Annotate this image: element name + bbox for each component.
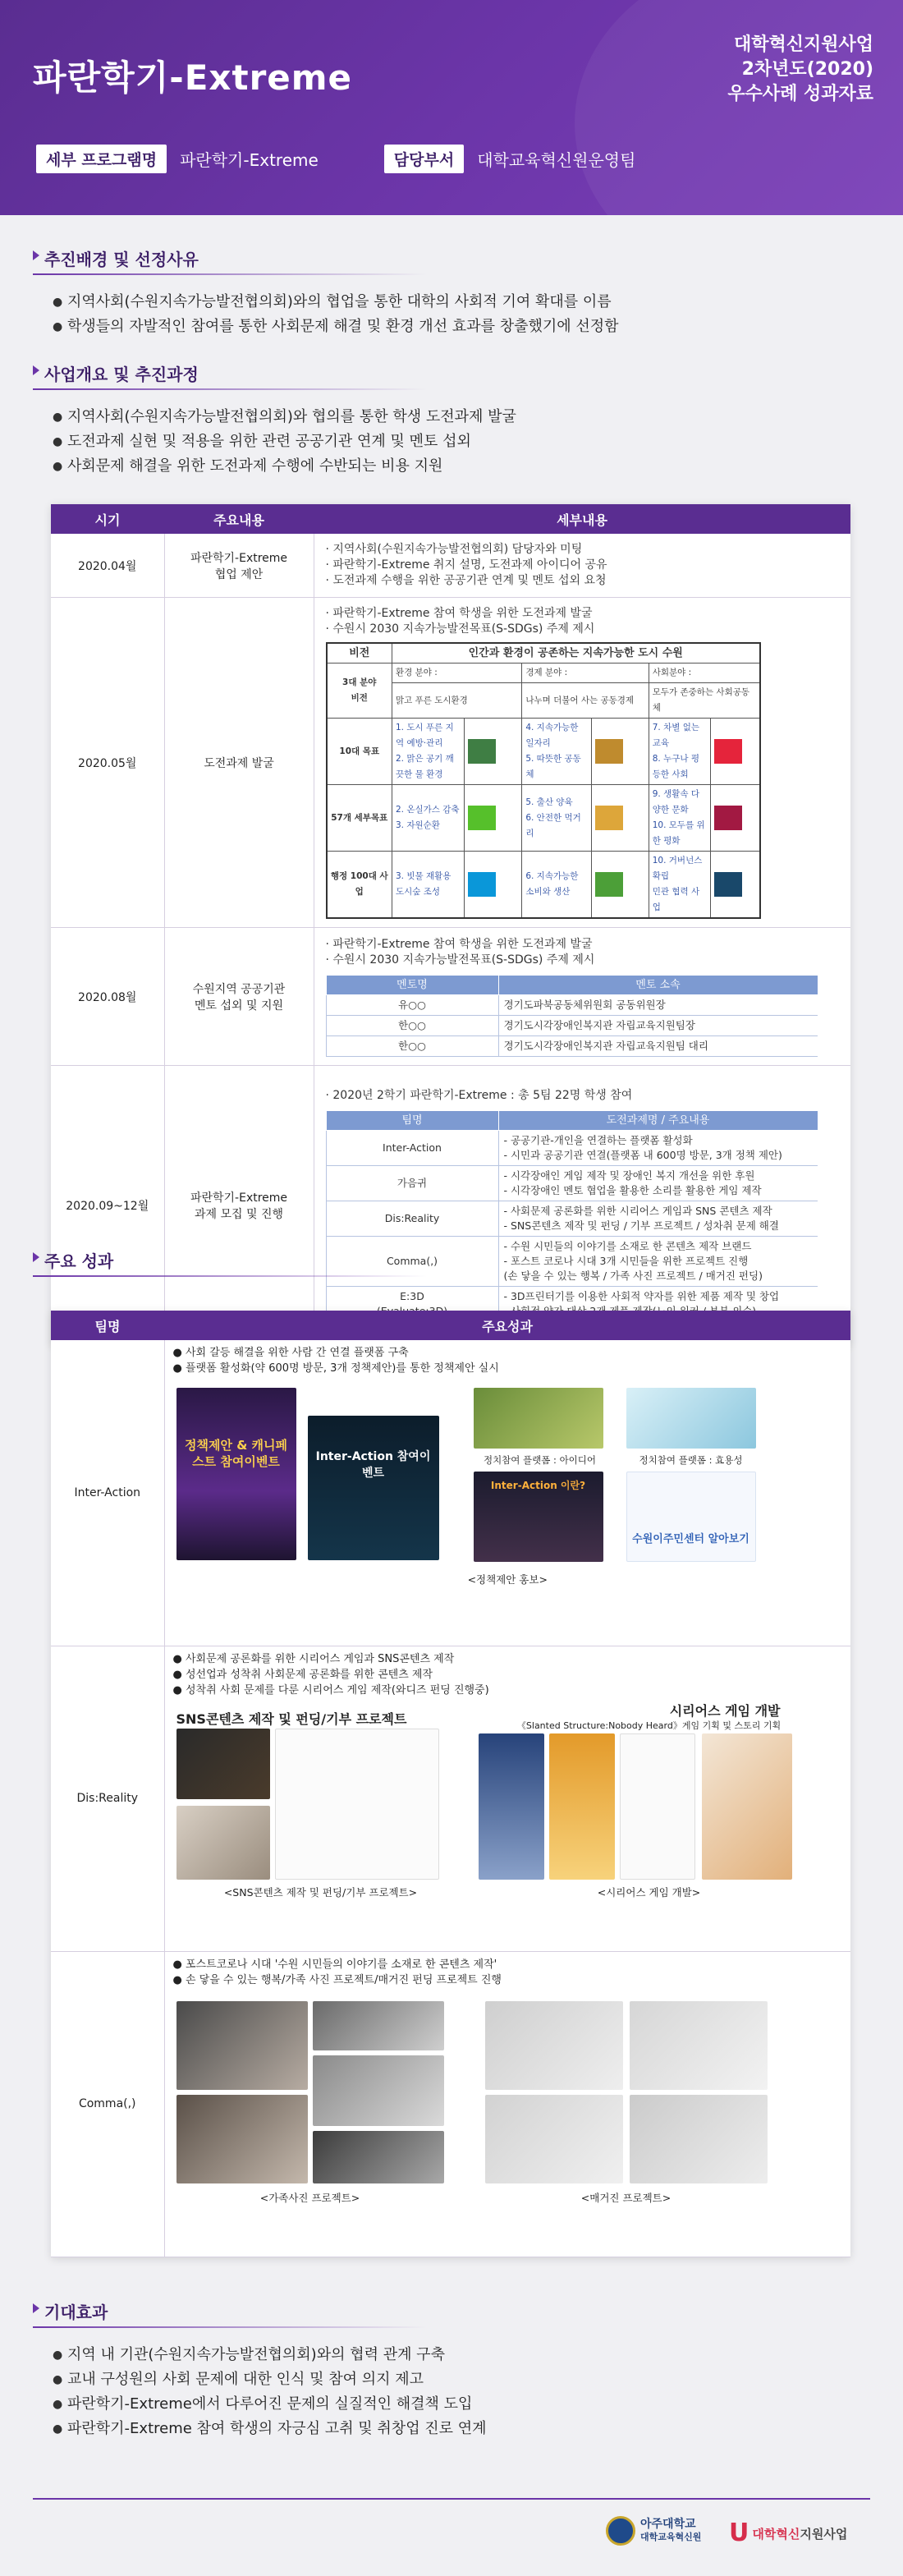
poster-text: 정책제안 & 캐니페스트 참여이벤트 xyxy=(185,1438,287,1469)
mentor-row xyxy=(326,1015,818,1035)
ajou-logo-text xyxy=(640,2518,701,2544)
detail-line: · 파란학기-Extreme 취지 설명, 도전과제 아이디어 공유 xyxy=(325,558,607,572)
sdg-icon xyxy=(468,739,496,764)
main-cell xyxy=(164,534,314,598)
team-name: Dis:Reality xyxy=(326,1201,498,1237)
section-title: 기대효과 xyxy=(33,2299,108,2323)
image-caption: 정치참여 플랫폼 : 효용성 xyxy=(639,1454,743,1466)
main-line: 멘토 섭외 및 지원 xyxy=(194,999,284,1012)
image-caption: <가족사진 프로젝트> xyxy=(259,2191,360,2204)
column-header: 팀명 xyxy=(51,1311,164,1340)
column-header: 팀명 xyxy=(326,1111,498,1131)
detail-line: · 수원시 2030 지속가능발전목표(S-SDGs) 주제 제시 xyxy=(325,622,595,636)
detail-cell xyxy=(314,928,850,1066)
section-effects xyxy=(33,2299,870,2441)
sdg-row-label: 10대 목표 xyxy=(327,719,392,785)
sdg-head-vision: 인간과 환경이 공존하는 지속가능한 도시 수원 xyxy=(392,643,760,664)
logo-line: 대학혁신 xyxy=(752,2526,800,2542)
family-photo-image xyxy=(313,2055,444,2126)
period-cell: 2020.09~12월 xyxy=(51,1066,164,1345)
sns-heading: SNS콘텐츠 제작 및 펀딩/기부 프로젝트 xyxy=(176,1710,407,1727)
sdg-goal xyxy=(392,719,465,785)
sdg-goal-text: 2. 맑은 공기 깨끗한 물 환경 xyxy=(396,754,454,779)
result-bullets xyxy=(165,1646,851,1698)
sdg-goal-text: 9. 생활속 다양한 문화 xyxy=(652,789,700,815)
result-bullet: ● 성선업과 성착취 사회문제 공론화를 위한 콘텐츠 제작 xyxy=(172,1668,433,1681)
sdg-goal-text: 도시숲 조성 xyxy=(396,887,441,897)
image-caption: <시리어스 게임 개발> xyxy=(597,1885,701,1899)
team-detail-line: - 시각장애인 멘토 협업을 활용한 소리를 활용한 게임 제작 xyxy=(503,1184,762,1196)
sdg-row-label xyxy=(327,664,392,719)
table-header-row xyxy=(51,1311,850,1340)
sdg-icons xyxy=(465,785,522,852)
detail-line: · 2020년 2학기 파란학기-Extreme : 총 5팀 22명 학생 참여 xyxy=(325,1089,633,1102)
sdg-icon xyxy=(595,739,623,764)
main-cell: 도전과제 발굴 xyxy=(164,598,314,928)
list-item: ● 파란학기-Extreme에서 다루어진 문제의 실질적인 해결책 도입 xyxy=(53,2392,870,2417)
result-bullets xyxy=(165,1952,851,1988)
mentor-table xyxy=(326,975,818,1057)
sdg-vision: 나누며 더불어 사는 공동경제 xyxy=(522,683,649,719)
mentor-row xyxy=(326,1035,818,1056)
team-name: Comma(,) xyxy=(326,1237,498,1287)
sdg-goal-text: 3. 자원순환 xyxy=(396,820,440,830)
detail-line: · 파란학기-Extreme 참여 학생을 위한 도전과제 발굴 xyxy=(325,937,593,951)
team-table xyxy=(326,1110,818,1322)
ajou-logo xyxy=(606,2516,701,2546)
page-title: 파란학기-Extreme xyxy=(33,57,353,98)
event-poster-image-2 xyxy=(308,1416,439,1560)
team-cell: Inter-Action xyxy=(51,1340,164,1646)
dept-label: 담당부서 xyxy=(384,145,464,173)
logo-line: 아주대학교 xyxy=(640,2518,696,2531)
sdg-icon xyxy=(714,739,742,764)
sdg-goal xyxy=(649,719,710,785)
header-line: 2차년도(2020) xyxy=(741,59,873,80)
main-cell xyxy=(164,928,314,1066)
result-bullet: ● 플랫폼 활성화(약 600명 방문, 3개 정책제안)를 통한 정책제안 실시 xyxy=(172,1362,499,1375)
sdg-goal xyxy=(392,785,465,852)
mentor-name: 유○○ xyxy=(326,994,498,1015)
main-line: 파란학기-Extreme xyxy=(190,551,288,565)
main-line: 파란학기-Extreme xyxy=(190,1191,288,1205)
results-table xyxy=(51,1311,850,2257)
sns-image xyxy=(176,1729,270,1799)
list-item: ● 파란학기-Extreme 참여 학생의 자긍심 고취 및 취창업 진로 연계 xyxy=(53,2417,870,2441)
detail-cell xyxy=(314,598,850,928)
table-row xyxy=(51,1951,850,2257)
event-poster-image xyxy=(176,1388,296,1560)
result-bullet: ● 사회 갈등 해결을 위한 사람 간 연결 플랫폼 구축 xyxy=(172,1347,409,1359)
game-character-image xyxy=(549,1733,615,1880)
sdg-icons xyxy=(711,785,760,852)
sdg-goal-text: 2. 온실가스 감축 xyxy=(396,805,460,815)
table-row xyxy=(51,1646,850,1951)
column-header: 멘토 소속 xyxy=(498,975,818,994)
magazine-image xyxy=(630,2001,768,2090)
sdg-icon xyxy=(714,872,742,897)
mentor-row xyxy=(326,994,818,1015)
poster-text: Inter-Action 이란? xyxy=(490,1480,586,1491)
list-item: ● 교내 구성원의 사회 문제에 대한 인식 및 참여 의지 제고 xyxy=(53,2367,870,2392)
sdg-goal-text: 민관 협력 사업 xyxy=(652,887,700,912)
process-table xyxy=(51,504,850,1345)
sdg-icons xyxy=(591,785,649,852)
sdg-icons xyxy=(591,719,649,785)
section-title: 주요 성과 xyxy=(33,1248,113,1272)
table-row xyxy=(51,1066,850,1345)
sns-image xyxy=(176,1806,270,1880)
family-photo-image xyxy=(176,2095,308,2183)
column-header: 멘토명 xyxy=(326,975,498,994)
team-row xyxy=(326,1166,818,1201)
sdg-goal xyxy=(649,785,710,852)
team-detail-line: - 시각장애인 게임 제작 및 장애인 복지 개선을 위한 후원 xyxy=(503,1169,755,1182)
sdg-row-label: 행정 100대 사업 xyxy=(327,852,392,919)
result-bullet: ● 손 닿을 수 있는 행복/가족 사진 프로젝트/매거진 펀딩 프로젝트 진행 xyxy=(172,1973,502,1986)
team-detail-line: - 공공기관-개인을 연결하는 플랫폼 활성화 xyxy=(503,1134,693,1146)
sdg-goal xyxy=(392,852,465,919)
content-area xyxy=(0,215,903,2576)
period-cell: 2020.05월 xyxy=(51,598,164,928)
family-photo-image xyxy=(176,2001,308,2090)
result-bullet: ● 포스트코로나 시대 '수원 시민들의 이야기를 소재로 한 콘텐츠 제작' xyxy=(172,1958,497,1971)
list-item: ● 학생들의 자발적인 참여를 통한 사회문제 해결 및 환경 개선 효과를 창출했기에 선정함 xyxy=(53,315,870,339)
period-cell: 2020.08월 xyxy=(51,928,164,1066)
image-caption: 정치참여 플랫폼 : 아이디어 xyxy=(483,1454,597,1466)
header-meta xyxy=(36,145,701,173)
sdg-vision: 맑고 푸른 도시환경 xyxy=(392,683,522,719)
image-caption: <정책제안 홍보> xyxy=(467,1573,548,1586)
family-photo-image xyxy=(313,2131,444,2183)
table-row xyxy=(51,1340,850,1646)
team-detail xyxy=(498,1201,818,1237)
detail-cell xyxy=(314,1066,850,1345)
detail-line: · 도전과제 수행을 위한 공공기관 연계 및 멘토 섭외 요청 xyxy=(325,574,607,587)
column-header: 주요성과 xyxy=(164,1311,850,1340)
sdg-goal-text: 5. 따뜻한 공동체 xyxy=(525,754,581,779)
main-line: 과제 모집 및 진행 xyxy=(194,1207,284,1221)
team-detail-line: - 포스트 코로나 시대 3개 시민들을 위한 프로젝트 진행 xyxy=(503,1255,749,1267)
team-detail-line: - 수원 시민들의 이야기를 소재로 한 콘텐츠 제작 브랜드 xyxy=(503,1240,752,1252)
sdg-goal-text: 7. 차별 없는 교육 xyxy=(652,723,700,748)
game-sprites-image xyxy=(702,1733,792,1880)
sdg-icons xyxy=(711,852,760,919)
team-detail xyxy=(498,1131,818,1166)
mentor-name: 한○○ xyxy=(326,1015,498,1035)
team-detail xyxy=(498,1166,818,1201)
list-item: ● 지역 내 기관(수원지속가능발전협의회)와의 협력 관계 구축 xyxy=(53,2343,870,2367)
sdg-icons xyxy=(591,852,649,919)
header-line: 우수사례 성과자료 xyxy=(727,84,873,104)
poster-text: 수원이주민센터 알아보기 xyxy=(632,1533,749,1545)
table-header-row xyxy=(51,504,850,534)
platform-image-2 xyxy=(626,1388,756,1449)
image-caption: <SNS콘텐츠 제작 및 펀딩/기부 프로젝트> xyxy=(223,1885,418,1899)
sdg-icon xyxy=(714,806,742,830)
game-story-image xyxy=(620,1733,695,1880)
sdg-goal-text: 6. 지속가능한 소비와 생산 xyxy=(525,871,579,897)
game-subheading: 《Slanted Structure:Nobody Heard》게임 기획 및 스토리 기획 xyxy=(516,1720,782,1731)
section-overview xyxy=(33,361,870,479)
main-line: 협업 제안 xyxy=(214,567,264,581)
magazine-image xyxy=(485,2001,623,2090)
sdg-icons xyxy=(465,852,522,919)
result-cell xyxy=(164,1951,850,2257)
team-detail-line: - SNS콘텐츠 제작 및 펀딩 / 기부 프로젝트 / 성차취 문제 해결 xyxy=(503,1219,779,1232)
sdg-goal-text: 8. 누구나 평등한 사회 xyxy=(652,754,700,779)
team-cell: Dis:Reality xyxy=(51,1646,164,1951)
result-bullet: ● 사회문제 공론화를 위한 시리어스 게임과 SNS콘텐츠 제작 xyxy=(172,1652,455,1665)
result-bullets xyxy=(165,1340,851,1376)
section-divider xyxy=(33,273,427,275)
list-item: ● 사회문제 해결을 위한 도전과제 수행에 수반되는 비용 지원 xyxy=(53,454,870,479)
sdg-table xyxy=(326,642,761,919)
family-photo-image xyxy=(313,2001,444,2050)
innovation-logo-text xyxy=(752,2525,847,2542)
funding-page-image xyxy=(275,1729,439,1880)
section-divider xyxy=(33,388,427,390)
sdg-goal-text: 5. 출산 양육 xyxy=(525,797,573,807)
sdg-row-label: 57개 세부목표 xyxy=(327,785,392,852)
column-header: 도전과제명 / 주요내용 xyxy=(498,1111,818,1131)
result-bullet: ● 성착취 사회 문제를 다룬 시리어스 게임 제작(와디즈 펀딩 진행중) xyxy=(172,1683,489,1697)
table-row xyxy=(51,598,850,928)
interaction-intro-image xyxy=(474,1472,603,1562)
table-row xyxy=(51,928,850,1066)
ajou-emblem-icon xyxy=(606,2516,635,2546)
section-results xyxy=(33,1248,870,1277)
table-row xyxy=(51,534,850,598)
sdg-icon xyxy=(468,806,496,830)
column-header: 세부내용 xyxy=(314,504,850,534)
team-name: 가음귀 xyxy=(326,1166,498,1201)
footer-divider xyxy=(33,2498,870,2500)
section-background xyxy=(33,246,870,339)
team-row xyxy=(326,1201,818,1237)
team-name: Inter-Action xyxy=(326,1131,498,1166)
sdg-goal xyxy=(522,852,591,919)
sdg-icon xyxy=(595,806,623,830)
bullet-list xyxy=(33,290,870,339)
sdg-goal xyxy=(522,719,591,785)
program-label: 세부 프로그램명 xyxy=(36,145,167,173)
bullet-list xyxy=(33,2343,870,2441)
game-heading: 시리어스 게임 개발 xyxy=(669,1702,781,1719)
sdg-area: 사회분야 : xyxy=(649,664,759,683)
detail-cell xyxy=(314,534,850,598)
logo-line: 대학교육혁신원 xyxy=(640,2532,702,2542)
header-banner xyxy=(0,0,903,215)
sdg-icons xyxy=(465,719,522,785)
list-item: ● 도전과제 실현 및 적용을 위한 관련 공공기관 연계 및 멘토 섭외 xyxy=(53,429,870,454)
main-cell xyxy=(164,1066,314,1345)
sdg-icon xyxy=(468,872,496,897)
section-title: 사업개요 및 추진과정 xyxy=(33,361,199,385)
sdg-icons xyxy=(711,719,760,785)
sdg-goal xyxy=(649,852,710,919)
sdg-goal-text: 4. 지속가능한 일자리 xyxy=(525,723,579,748)
sdg-goal-text: 6. 안전한 먹거리 xyxy=(525,812,581,838)
detail-line: · 수원시 2030 지속가능발전목표(S-SDGs) 주제 제시 xyxy=(325,953,595,967)
sdg-head: 비전 xyxy=(327,643,392,664)
sdg-goal-text: 1. 도시 푸른 지역 예방·관리 xyxy=(396,723,454,748)
platform-image-1 xyxy=(474,1388,603,1449)
mentor-name: 한○○ xyxy=(326,1035,498,1056)
column-header: 시기 xyxy=(51,504,164,534)
header-line: 대학혁신지원사업 xyxy=(733,34,873,55)
team-name: E:3D xyxy=(326,1287,498,1322)
section-title: 추진배경 및 선정사유 xyxy=(33,246,199,270)
magazine-image xyxy=(485,2095,623,2183)
u-mark-icon: U xyxy=(729,2519,749,2547)
migrant-center-image xyxy=(626,1472,756,1562)
detail-line: · 지역사회(수원지속가능발전협의회) 담당자와 미팅 xyxy=(325,543,583,556)
period-cell: 2020.04월 xyxy=(51,534,164,598)
team-detail-line: - 시민과 공공기관 연결(플랫폼 내 600명 방문, 3개 정책 제안) xyxy=(503,1149,782,1161)
team-detail-line: - 3D프린터기를 이용한 사회적 약자를 위한 제품 제작 및 창업 xyxy=(503,1290,780,1302)
header-program-info xyxy=(727,33,873,107)
result-cell xyxy=(164,1340,850,1646)
sdg-goal-text: 10. 모두를 위한 평화 xyxy=(652,820,705,846)
sdg-vision: 모두가 존중하는 사회공동체 xyxy=(649,683,759,719)
game-character-image xyxy=(479,1733,544,1880)
team-row xyxy=(326,1131,818,1166)
sdg-icon xyxy=(595,872,623,897)
mentor-org: 경기도파북공동체위원회 공동위원장 xyxy=(498,994,818,1015)
list-item: ● 지역사회(수원지속가능발전협의회)와 협의를 통한 학생 도전과제 발굴 xyxy=(53,405,870,429)
list-item: ● 지역사회(수원지속가능발전협의회)와의 협업을 통한 대학의 사회적 기여 확대를 이름 xyxy=(53,290,870,315)
mentor-org: 경기도시각장애인복지관 자립교육지원팀장 xyxy=(498,1015,818,1035)
dept-value: 대학교육혁신원운영팀 xyxy=(477,150,636,170)
sdg-vision-label: 비전 xyxy=(351,693,368,703)
innovation-logo xyxy=(729,2521,847,2546)
bullet-list xyxy=(33,405,870,479)
sdg-goal xyxy=(522,785,591,852)
logo-line: 지원사업 xyxy=(800,2526,848,2542)
team-detail-line: - 사회문제 공론화를 위한 시리어스 게임과 SNS 콘텐츠 제작 xyxy=(503,1205,772,1217)
team-cell: Comma(,) xyxy=(51,1951,164,2257)
detail-line: · 파란학기-Extreme 참여 학생을 위한 도전과제 발굴 xyxy=(325,607,593,620)
sdg-area: 경제 분야 : xyxy=(522,664,649,683)
poster-text: Inter-Action 참여이벤트 xyxy=(315,1450,431,1480)
sdg-goal-text: 3. 빗물 재활용 xyxy=(396,871,452,881)
mentor-org: 경기도시각장애인복지관 자립교육지원팀 대리 xyxy=(498,1035,818,1056)
section-divider xyxy=(33,2326,427,2328)
team-detail-line: (손 닿을 수 있는 행복 / 가족 사진 프로젝트 / 매거진 펀딩) xyxy=(503,1270,763,1282)
program-value: 파란학기-Extreme xyxy=(180,150,319,170)
column-header: 주요내용 xyxy=(164,504,314,534)
main-line: 수원지역 공공기관 xyxy=(192,982,286,996)
image-caption: <매거진 프로젝트> xyxy=(580,2191,672,2204)
result-cell xyxy=(164,1646,850,1951)
sdg-goal-text: 10. 거버넌스 확립 xyxy=(652,856,703,881)
section-divider xyxy=(33,1275,427,1277)
sdg-area: 환경 분야 : xyxy=(392,664,522,683)
magazine-image xyxy=(630,2095,768,2183)
sdg-area-label: 3대 분야 xyxy=(342,677,377,687)
